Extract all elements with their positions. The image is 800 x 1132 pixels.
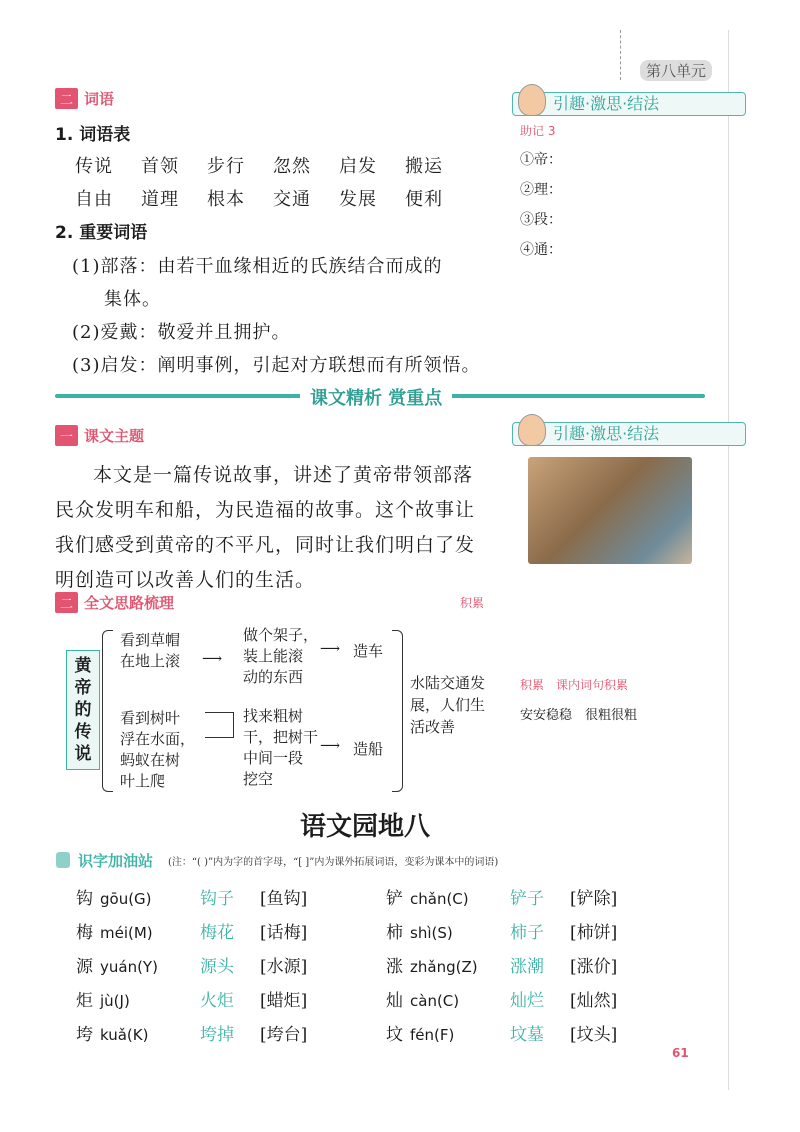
section-title: 课文主题	[84, 427, 145, 445]
garden-note: (注：“( )”内为字的首字母，“[ ]”内为课外拓展词语，变彩为课本中的词语)	[168, 857, 499, 868]
page-divider	[728, 30, 729, 1090]
char: 涨	[386, 957, 403, 977]
side-accumulate-label: 积累 课内词句积累	[520, 678, 629, 692]
definition-1	[72, 250, 481, 382]
textbook-word: 涨潮	[510, 957, 544, 977]
node-line: 做个架子，	[243, 626, 319, 644]
section-tag: 一	[55, 425, 78, 446]
unit-label: 第八单元	[640, 60, 712, 81]
side-box-title: 引趣·激思·结法	[512, 422, 746, 446]
node-line: 蚂蚁在树	[120, 751, 181, 769]
definition-line: (2)爱戴：敬爱并且拥护。	[72, 322, 291, 343]
pinyin: jù(J)	[100, 992, 130, 1010]
key-words-heading: 2. 重要词语	[55, 223, 148, 243]
char-row: 柿 shì(S) 柿子 [柿饼]	[386, 916, 617, 950]
mascot-icon	[518, 414, 546, 446]
char-row: 梅 méi(M) 梅花 [话梅]	[76, 916, 307, 950]
extended-word: 涨价	[576, 957, 611, 977]
char: 源	[76, 957, 93, 977]
extended-word: 蜡炬	[266, 991, 301, 1011]
extended-word: 话梅	[266, 923, 301, 943]
side-label: 积累	[460, 596, 485, 610]
word-row-2	[75, 185, 443, 211]
node-line: 装上能滚	[243, 647, 304, 665]
char: 钩	[76, 889, 93, 909]
mnemonic-line: ④通：	[520, 242, 562, 258]
word-item: 发展	[339, 189, 377, 210]
char: 灿	[386, 991, 403, 1011]
brace-right	[392, 630, 403, 792]
char-row: 源 yuán(Y) 源头 [水源]	[76, 950, 307, 984]
node-line: 水陆交通发	[410, 674, 486, 692]
textbook-word: 灿烂	[510, 991, 544, 1011]
node-line: 展，人们生	[410, 696, 486, 714]
char-row: 炬 jù(J) 火炬 [蜡炬]	[76, 984, 307, 1018]
extended-word: 鱼钩	[266, 889, 301, 909]
pinyin: méi(M)	[100, 924, 153, 942]
definition-line: (1)部落：由若干血缘相近的氏族结合而成的	[72, 256, 443, 277]
char-row: 铲 chǎn(C) 铲子 [铲除]	[386, 882, 617, 916]
node-line: 干，把树干	[243, 728, 319, 746]
section-tag: 二	[55, 88, 78, 109]
side-accumulate-words: 安安稳稳 很粗很粗	[520, 708, 638, 723]
page-number: 61	[672, 1046, 689, 1060]
textbook-word: 梅花	[200, 923, 234, 943]
extended-word: 灿然	[576, 991, 611, 1011]
section-title: 全文思路梳理	[84, 594, 175, 612]
section-theme-heading	[55, 425, 144, 446]
textbook-word: 垮掉	[200, 1025, 234, 1045]
mnemonic-line: ③段：	[520, 212, 562, 228]
word-list-heading: 1. 词语表	[55, 125, 131, 145]
node-line: 在地上滚	[120, 652, 181, 670]
brace-left	[102, 630, 113, 792]
arrow: ⟶	[320, 738, 341, 754]
node-line: 挖空	[243, 770, 274, 788]
word-item: 搬运	[405, 156, 443, 177]
top-cause	[120, 630, 180, 672]
char: 铲	[386, 889, 403, 909]
node-line: 看到草帽	[120, 631, 181, 649]
definition-line: 集体。	[104, 289, 161, 310]
node-line: 看到树叶	[120, 709, 181, 727]
word-item: 自由	[75, 189, 113, 210]
extended-word: 水源	[266, 957, 301, 977]
mnemonic-line: ②理：	[520, 182, 562, 198]
word-item: 根本	[207, 189, 245, 210]
char-row: 坟 fén(F) 坟墓 [坟头]	[386, 1018, 617, 1052]
top-action	[243, 625, 318, 688]
word-item: 启发	[339, 156, 377, 177]
pinyin: gōu(G)	[100, 890, 152, 908]
node-line: 中间一段	[243, 749, 304, 767]
node-line: 浮在水面，	[120, 730, 196, 748]
paragraph-line: 本文是一篇传说故事，讲述了黄帝带领部落	[93, 464, 474, 486]
extended-word: 坟头	[576, 1025, 611, 1045]
pinyin: zhǎng(Z)	[410, 958, 478, 976]
textbook-word: 火炬	[200, 991, 234, 1011]
textbook-word: 铲子	[510, 889, 544, 909]
section-outline-heading	[55, 592, 174, 613]
char-row: 灿 càn(C) 灿烂 [灿然]	[386, 984, 617, 1018]
bottom-result: 造船	[353, 740, 384, 758]
mnemonic-label: 助记 3	[520, 124, 556, 138]
textbook-word: 钩子	[200, 889, 234, 909]
arrow: ⟶	[320, 641, 341, 657]
extended-word: 垮台	[266, 1025, 301, 1045]
word-item: 首领	[141, 156, 179, 177]
theme-paragraph	[55, 458, 505, 598]
final-result	[410, 672, 485, 738]
banner-title: 课文精析 赏重点	[300, 384, 452, 410]
textbook-word: 柿子	[510, 923, 544, 943]
word-row-1	[75, 152, 443, 178]
definition-line: (3)启发：阐明事例，引起对方联想而有所领悟。	[72, 355, 481, 376]
section-words-heading	[55, 88, 114, 109]
char-list-left	[76, 882, 307, 1052]
pinyin: fén(F)	[410, 1026, 455, 1044]
pinyin: càn(C)	[410, 992, 460, 1010]
word-item: 传说	[75, 156, 113, 177]
word-item: 道理	[141, 189, 179, 210]
side-box-title: 引趣·激思·结法	[512, 92, 746, 116]
word-item: 忽然	[273, 156, 311, 177]
char-row: 钩 gōu(G) 钩子 [鱼钩]	[76, 882, 307, 916]
char-row: 垮 kuǎ(K) 垮掉 [垮台]	[76, 1018, 307, 1052]
paragraph-line: 明创造可以改善人们的生活。	[55, 569, 316, 591]
garden-sub: 识字加油站	[78, 852, 154, 870]
paragraph-line: 我们感受到黄帝的不平凡，同时让我们明白了发	[55, 534, 476, 556]
word-item: 步行	[207, 156, 245, 177]
mnemonic-lines	[520, 145, 562, 265]
story-illustration	[528, 457, 692, 564]
node-line: 动的东西	[243, 668, 304, 686]
pinyin: yuán(Y)	[100, 958, 158, 976]
word-item: 交通	[273, 189, 311, 210]
arrow: ⟶	[202, 651, 223, 667]
paragraph-line: 民众发明车和船，为民造福的故事。这个故事让	[55, 499, 476, 521]
pinyin: kuǎ(K)	[100, 1026, 149, 1044]
section-tag: 二	[55, 592, 78, 613]
textbook-word: 坟墓	[510, 1025, 544, 1045]
char: 坟	[386, 1025, 403, 1045]
node-line: 活改善	[410, 718, 456, 736]
char-row: 涨 zhǎng(Z) 涨潮 [涨价]	[386, 950, 617, 984]
char: 柿	[386, 923, 403, 943]
char: 垮	[76, 1025, 93, 1045]
top-result: 造车	[353, 642, 384, 660]
pinyin: shì(S)	[410, 924, 453, 942]
char: 炬	[76, 991, 93, 1011]
brace-mid	[205, 712, 234, 738]
root-node: 黄帝的传说	[66, 650, 100, 770]
pinyin: chǎn(C)	[410, 890, 469, 908]
node-line: 找来粗树	[243, 707, 304, 725]
extended-word: 铲除	[576, 889, 611, 909]
textbook-word: 源头	[200, 957, 234, 977]
bottom-action	[243, 706, 318, 790]
book-icon	[56, 852, 70, 868]
char-list-right	[386, 882, 617, 1052]
garden-title: 语文园地八	[300, 812, 431, 842]
word-item: 便利	[405, 189, 443, 210]
node-line: 叶上爬	[120, 772, 166, 790]
bottom-cause	[120, 708, 195, 792]
mnemonic-line: ①帝：	[520, 152, 562, 168]
section-title: 词语	[84, 90, 115, 108]
extended-word: 柿饼	[576, 923, 611, 943]
char: 梅	[76, 923, 93, 943]
mascot-icon	[518, 84, 546, 116]
